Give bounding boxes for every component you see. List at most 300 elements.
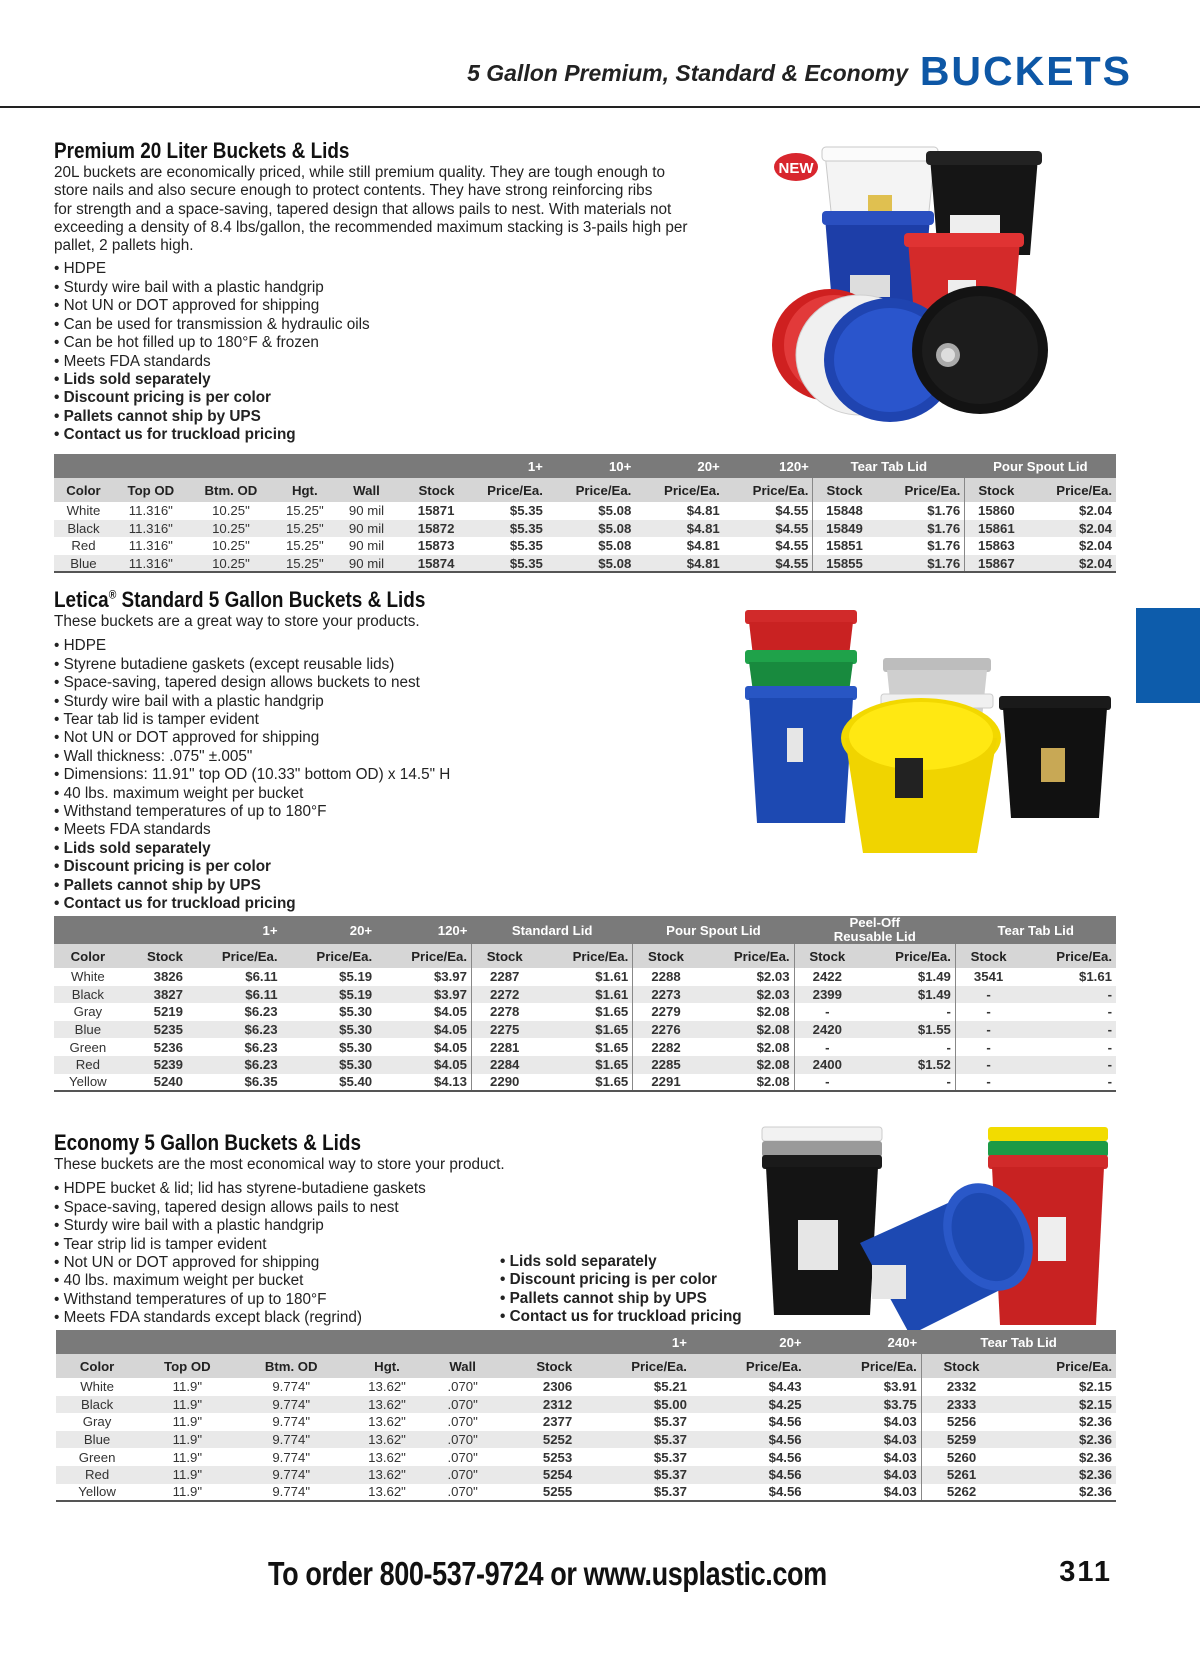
table-cell: 11.9": [138, 1484, 236, 1502]
table-cell: 2285: [633, 1056, 699, 1074]
table-cell: $5.30: [339, 1039, 373, 1055]
table-cell: $4.05: [376, 1021, 471, 1039]
table-cell: 13.62": [346, 1431, 428, 1449]
list-item: • Can be used for transmission & hydraulic oils: [54, 316, 754, 334]
table-cell: 2281: [471, 1038, 537, 1056]
table-cell: .070": [447, 1449, 478, 1465]
table-cell: $1.76: [927, 503, 961, 519]
table-row: [54, 502, 1116, 520]
list-item: • Sturdy wire bail with a plastic handgrip: [54, 279, 754, 297]
table-cell: 15867: [965, 555, 1028, 573]
table-cell: $2.03: [756, 969, 790, 985]
table-cell: $5.35: [458, 555, 546, 573]
list-item: • Styrene butadiene gaskets (except reusable lids): [54, 656, 734, 674]
table-cell: 9.774": [272, 1449, 311, 1465]
premium-price-table: 1+ 10+ 20+ 120+ Tear Tab Lid Pour Spout Lid Color Top OD Btm. OD Hgt. Wall Stock Price/Ea. Price/Ea. Price/Ea. Price/Ea. Stock Price/Ea. Stock Price/Ea. White 11.316" 10.25" 15.25" 90 mil 15871 $5.35 $5.08 $4.81 $4.55 15848 $1.76 15860 $2.04 Black 11.316" 10.25" 15.25" 90 mil 15872 $5.35 $5.08 $4.81 $4.55 15849 $1.76 15861 $2.04 Red 11.316" 10.25" 15.25" 90 mil 15873 $5.35 $5.08 $4.81 $4.55 15851 $1.76 15863 $2.04 Blue 11.316" 10.25" 15.25" 90 mil 15874 $5.35 $5.08 $4.81 $4.55 15855 $1.76 15867 $2.04: [54, 454, 1116, 573]
list-item: • Meets FDA standards: [54, 821, 734, 839]
table-cell: $6.11: [245, 969, 278, 985]
table-cell: .070": [447, 1379, 478, 1395]
table-cell: $4.13: [376, 1074, 471, 1092]
table-cell: $5.35: [509, 538, 543, 554]
table-cell: $2.15: [1078, 1379, 1112, 1395]
table-cell: $1.61: [595, 969, 629, 985]
table-cell: $5.08: [547, 520, 635, 538]
table-cell: Blue: [56, 1431, 138, 1449]
table-cell: 15851: [813, 537, 876, 555]
table-cell: 15855: [813, 555, 876, 573]
table-cell: $1.76: [876, 555, 965, 573]
table-cell: -: [1021, 1074, 1116, 1092]
table-cell: 13.62": [346, 1466, 428, 1484]
page-header: [0, 0, 1200, 108]
table-cell: $5.37: [653, 1414, 687, 1430]
table-cell: $4.03: [883, 1449, 917, 1465]
table-row: [56, 1413, 1116, 1431]
list-item: • Tear strip lid is tamper evident: [54, 1236, 754, 1254]
table-cell: $5.21: [653, 1379, 687, 1395]
list-item: • Lids sold separately: [54, 840, 734, 858]
table-cell: $5.08: [598, 538, 632, 554]
standard-section: [54, 587, 734, 913]
table-cell: 2399: [794, 986, 860, 1004]
table-cell: 2422: [794, 968, 860, 986]
table-cell: .070": [428, 1431, 497, 1449]
table-cell: $2.04: [1078, 538, 1112, 554]
table-cell: 5260: [921, 1448, 1001, 1466]
list-item: • Tear tab lid is tamper evident: [54, 711, 734, 729]
table-cell: 15863: [965, 537, 1028, 555]
table-cell: $6.23: [244, 1039, 278, 1055]
table-cell: 2377: [542, 1414, 573, 1430]
list-item: • Space-saving, tapered design allows pails to nest: [54, 1199, 754, 1217]
list-item: • HDPE: [54, 260, 754, 278]
table-cell: .070": [428, 1484, 497, 1502]
table-cell: 90 mil: [337, 555, 397, 573]
table-cell: 90 mil: [348, 538, 385, 554]
list-item: • Meets FDA standards except black (regrind): [54, 1309, 754, 1327]
table-cell: $2.15: [1001, 1396, 1116, 1414]
table-cell: $2.04: [1027, 520, 1116, 538]
table-cell: 5259: [921, 1431, 1001, 1449]
standard-title: Letica® Standard 5 Gallon Buckets & Lids: [54, 587, 426, 612]
list-item: • Sturdy wire bail with a plastic handgrip: [54, 693, 734, 711]
table-cell: $5.37: [576, 1484, 691, 1502]
table-cell: 13.62": [368, 1449, 406, 1465]
table-cell: Green: [69, 1039, 107, 1055]
table-cell: Red: [71, 538, 96, 554]
table-cell: 5261: [921, 1466, 1001, 1484]
table-cell: 2306: [542, 1379, 573, 1395]
table-cell: 2291: [633, 1074, 699, 1092]
table-cell: $4.56: [768, 1414, 802, 1430]
header-title: BUCKETS: [919, 48, 1132, 94]
list-item: • Withstand temperatures of up to 180°F: [54, 803, 734, 821]
table-cell: $6.35: [187, 1074, 282, 1092]
table-cell: $1.65: [595, 1039, 629, 1055]
table-row: [54, 1056, 1116, 1074]
table-cell: $1.65: [595, 1004, 629, 1020]
table-cell: 9.774": [237, 1431, 346, 1449]
list-item: • HDPE bucket & lid; lid has styrene-butadiene gaskets: [54, 1180, 754, 1198]
table-cell: $2.03: [699, 986, 794, 1004]
table-cell: 5239: [122, 1056, 187, 1074]
table-cell: 10.25": [189, 520, 273, 538]
table-cell: $1.65: [537, 1021, 632, 1039]
list-item: • 40 lbs. maximum weight per bucket: [54, 785, 734, 803]
table-cell: $1.49: [917, 969, 951, 985]
table-cell: 15849: [813, 520, 876, 538]
list-item: • Sturdy wire bail with a plastic handgrip: [54, 1217, 754, 1235]
table-cell: 15871: [417, 503, 455, 519]
table-cell: 15860: [965, 502, 1028, 520]
list-item: • Meets FDA standards: [54, 353, 754, 371]
table-cell: -: [946, 1039, 951, 1055]
table-row: [54, 1074, 1116, 1092]
table-cell: 5256: [921, 1413, 1001, 1431]
table-cell: $1.55: [860, 1021, 955, 1039]
table-cell: 11.316": [128, 538, 173, 554]
table-cell: $5.37: [576, 1466, 691, 1484]
economy-notes: [500, 1253, 742, 1327]
table-cell: -: [1021, 986, 1116, 1004]
table-cell: $3.75: [806, 1396, 922, 1414]
table-cell: $5.30: [282, 1056, 377, 1074]
table-cell: $2.04: [1027, 555, 1116, 573]
table-cell: Red: [56, 1466, 138, 1484]
table-cell: $5.19: [282, 986, 377, 1004]
table-row: [56, 1431, 1116, 1449]
table-cell: 15.25": [285, 503, 324, 519]
table-cell: 90 mil: [348, 503, 385, 519]
standard-features: [54, 637, 734, 913]
table-row: [56, 1378, 1116, 1396]
table-cell: -: [794, 1003, 860, 1021]
header-subtitle: 5 Gallon Premium, Standard & Economy: [467, 60, 908, 86]
table-cell: 10.25": [212, 503, 250, 519]
table-cell: -: [955, 1038, 1021, 1056]
table-cell: 13.62": [346, 1484, 428, 1502]
table-cell: 11.9": [138, 1431, 236, 1449]
premium-section: [54, 138, 754, 445]
table-cell: $1.61: [537, 986, 632, 1004]
list-item: • Not UN or DOT approved for shipping: [54, 297, 754, 315]
table-row: [54, 537, 1116, 555]
economy-buckets-photo: [760, 1125, 1110, 1340]
table-cell: $1.76: [927, 538, 961, 554]
table-cell: 5236: [153, 1039, 183, 1055]
table-cell: -: [955, 986, 1021, 1004]
table-row: [54, 555, 1116, 573]
table-row: [54, 986, 1116, 1004]
table-cell: $3.91: [883, 1379, 917, 1395]
premium-description: 20L buckets are economically priced, while still premium quality. They are tough enough to store nails and also secure enough to protect contents. They have strong reinforcing ribs for strength and a space-saving, tapered design that allows pails to nest. With materials not exceeding a density of 8.4 lbs/gallon, the recommended maximum stacking is 3-pails high per pallet, 2 pallets high.: [54, 164, 688, 255]
list-item: • Not UN or DOT approved for shipping: [54, 1254, 754, 1272]
table-cell: 15872: [396, 520, 458, 538]
table-cell: 9.774": [272, 1379, 311, 1395]
table-cell: 5255: [497, 1484, 576, 1502]
list-item: • Dimensions: 11.91" top OD (10.33" bottom OD) x 14.5" H: [54, 766, 734, 784]
list-item: • Pallets cannot ship by UPS: [500, 1290, 742, 1308]
table-cell: $4.81: [635, 555, 723, 573]
table-cell: $4.56: [691, 1431, 806, 1449]
table-row: [56, 1466, 1116, 1484]
table-cell: 15.25": [273, 555, 336, 573]
table-cell: 13.62": [368, 1379, 406, 1395]
table-cell: 15873: [417, 538, 455, 554]
table-cell: $5.37: [653, 1449, 687, 1465]
table-cell: $5.00: [576, 1396, 691, 1414]
economy-price-table: 1+ 20+ 240+ Tear Tab Lid Color Top OD Btm. OD Hgt. Wall Stock Price/Ea. Price/Ea. Price/Ea. Stock Price/Ea. White 11.9" 9.774" 13.62" .070" 2306 $5.21 $4.43 $3.91 2332 $2.15 Black 11.9" 9.774" 13.62" .070" 2312 $5.00 $4.25 $3.75 2333 $2.15 Gray 11.9" 9.774" 13.62" .070" 2377 $5.37 $4.56 $4.03 5256 $2.36 Blue 11.9" 9.774" 13.62" .070" 5252 $5.37 $4.56 $4.03 5259 $2.36 Green 11.9" 9.774" 13.62" .070" 5253 $5.37 $4.56 $4.03 5260 $2.36 Red 11.9" 9.774" 13.62" .070" 5254 $5.37 $4.56 $4.03 5261 $2.36 Yellow 11.9" 9.774" 13.62" .070" 5255 $5.37 $4.56 $4.03 5262 $2.36: [56, 1330, 1116, 1502]
table-row: [56, 1484, 1116, 1502]
table-cell: $2.08: [756, 1039, 790, 1055]
table-cell: $5.19: [339, 969, 373, 985]
table-cell: $4.05: [433, 1039, 467, 1055]
table-cell: $2.36: [1078, 1414, 1112, 1430]
table-cell: $4.05: [376, 1056, 471, 1074]
table-cell: $6.23: [187, 1056, 282, 1074]
order-info: To order 800-537-9724 or www.usplastic.com: [268, 1555, 827, 1592]
list-item: • Can be hot filled up to 180°F & frozen: [54, 334, 754, 352]
list-item: • Discount pricing is per color: [54, 858, 734, 876]
table-cell: 5219: [153, 1004, 183, 1020]
table-cell: 11.9": [172, 1449, 203, 1465]
table-cell: 2332: [921, 1378, 1001, 1396]
table-cell: Green: [78, 1449, 116, 1465]
table-cell: $6.11: [187, 986, 282, 1004]
list-item: • Space-saving, tapered design allows buckets to nest: [54, 674, 734, 692]
table-cell: 2287: [471, 968, 537, 986]
table-cell: 13.62": [368, 1414, 406, 1430]
table-cell: $4.56: [768, 1449, 802, 1465]
table-cell: -: [1021, 1021, 1116, 1039]
list-item: • Discount pricing is per color: [500, 1271, 742, 1289]
table-cell: $4.55: [775, 538, 809, 554]
table-cell: -: [955, 1003, 1021, 1021]
table-cell: -: [794, 1074, 860, 1092]
table-cell: White: [71, 969, 105, 985]
table-cell: $3.97: [433, 969, 467, 985]
table-cell: 5235: [122, 1021, 187, 1039]
table-cell: Yellow: [54, 1074, 122, 1092]
list-item: • Wall thickness: .075" ±.005": [54, 748, 734, 766]
standard-buckets-photo: [745, 608, 1115, 863]
list-item: • Contact us for truckload pricing: [500, 1308, 742, 1326]
table-cell: 2312: [497, 1396, 576, 1414]
table-cell: 9.774": [272, 1414, 311, 1430]
table-cell: 11.9": [138, 1396, 236, 1414]
table-cell: 10.25": [212, 538, 250, 554]
table-cell: $6.23: [187, 1021, 282, 1039]
table-cell: 2276: [633, 1021, 699, 1039]
table-row: [54, 1038, 1116, 1056]
table-cell: -: [955, 1074, 1021, 1092]
table-cell: $4.05: [433, 1004, 467, 1020]
table-cell: 2282: [633, 1038, 699, 1056]
table-cell: $2.36: [1001, 1466, 1116, 1484]
table-cell: $1.49: [860, 986, 955, 1004]
table-cell: 5262: [921, 1484, 1001, 1502]
table-cell: 11.316": [128, 503, 173, 519]
table-cell: $4.55: [724, 555, 813, 573]
table-cell: 2333: [921, 1396, 1001, 1414]
table-cell: $4.03: [806, 1484, 922, 1502]
table-cell: 10.25": [189, 555, 273, 573]
table-cell: Yellow: [56, 1484, 138, 1502]
list-item: • Contact us for truckload pricing: [54, 895, 734, 913]
table-cell: -: [1107, 1004, 1112, 1020]
table-cell: Red: [54, 1056, 122, 1074]
table-cell: .070": [428, 1466, 497, 1484]
list-item: • 40 lbs. maximum weight per bucket: [54, 1272, 754, 1290]
table-cell: $5.08: [547, 555, 635, 573]
table-cell: $2.04: [1078, 503, 1112, 519]
table-cell: $5.30: [339, 1004, 373, 1020]
table-cell: $2.36: [1078, 1449, 1112, 1465]
table-cell: 2284: [471, 1056, 537, 1074]
table-cell: 11.316": [113, 520, 189, 538]
table-cell: $4.56: [691, 1484, 806, 1502]
table-cell: $3.97: [376, 986, 471, 1004]
premium-features: [54, 260, 754, 444]
table-cell: 13.62": [346, 1396, 428, 1414]
table-cell: $4.03: [806, 1466, 922, 1484]
table-cell: $4.03: [806, 1431, 922, 1449]
table-cell: -: [946, 1004, 951, 1020]
table-cell: White: [80, 1379, 114, 1395]
table-cell: $1.65: [537, 1056, 632, 1074]
table-cell: $5.35: [458, 520, 546, 538]
table-cell: 2420: [794, 1021, 860, 1039]
table-cell: $5.40: [282, 1074, 377, 1092]
table-cell: $1.65: [537, 1074, 632, 1092]
table-cell: 2275: [471, 1021, 537, 1039]
table-cell: 11.9": [172, 1414, 203, 1430]
table-cell: $2.08: [699, 1056, 794, 1074]
table-cell: $1.61: [1078, 969, 1112, 985]
table-cell: 15.25": [273, 520, 336, 538]
svg-text:NEW: NEW: [778, 160, 814, 177]
table-cell: $2.08: [699, 1074, 794, 1092]
premium-title: Premium 20 Liter Buckets & Lids: [54, 138, 350, 163]
table-cell: 2290: [471, 1074, 537, 1092]
table-cell: $5.35: [509, 503, 543, 519]
list-item: • Lids sold separately: [54, 371, 754, 389]
table-cell: .070": [447, 1414, 478, 1430]
standard-price-table: 1+ 20+ 120+ Standard Lid Pour Spout Lid Peel-Off Reusable Lid Tear Tab Lid Color Stock Price/Ea. Price/Ea. Price/Ea. Stock Price/Ea. Stock Price/Ea. Stock Price/Ea. Stock Price/Ea. White 3826 $6.11 $5.19 $3.97 2287 $1.61 2288 $2.03 2422 $1.49 3541 $1.61 Black 3827 $6.11 $5.19 $3.97 2272 $1.61 2273 $2.03 2399 $1.49 - - Gray 5219 $6.23 $5.30 $4.05 2278 $1.65 2279 $2.08 - - - - Blue 5235 $6.23 $5.30 $4.05 2275 $1.65 2276 $2.08 2420 $1.55 - - Green 5236 $6.23 $5.30 $4.05 2281 $1.65 2282 $2.08 - - - - Red 5239 $6.23 $5.30 $4.05 2284 $1.65 2285 $2.08 2400 $1.52 - - Yellow 5240 $6.35 $5.40 $4.13 2290 $1.65 2291 $2.08 - - - -: [54, 916, 1116, 1092]
list-item: • Lids sold separately: [500, 1253, 742, 1271]
table-cell: Black: [54, 520, 113, 538]
table-cell: $5.08: [598, 503, 632, 519]
table-cell: 9.774": [237, 1396, 346, 1414]
table-cell: 90 mil: [337, 520, 397, 538]
table-cell: $4.25: [691, 1396, 806, 1414]
table-cell: $4.81: [686, 503, 720, 519]
table-cell: 3541: [955, 968, 1021, 986]
table-cell: $5.37: [576, 1431, 691, 1449]
table-cell: $4.55: [775, 503, 809, 519]
list-item: • Pallets cannot ship by UPS: [54, 877, 734, 895]
table-row: [54, 968, 1116, 986]
table-cell: $1.76: [876, 520, 965, 538]
premium-buckets-photo: [770, 145, 1100, 445]
table-cell: $6.23: [244, 1004, 278, 1020]
table-cell: $4.81: [635, 520, 723, 538]
table-cell: $4.43: [768, 1379, 802, 1395]
table-cell: $4.03: [883, 1414, 917, 1430]
economy-description: These buckets are the most economical way to store your product.: [54, 1156, 505, 1173]
table-cell: 2273: [633, 986, 699, 1004]
table-cell: Gray: [82, 1414, 112, 1430]
table-cell: 3826: [153, 969, 183, 985]
table-cell: -: [955, 1056, 1021, 1074]
table-cell: 2288: [633, 968, 699, 986]
list-item: • Withstand temperatures of up to 180°F: [54, 1291, 754, 1309]
table-cell: 2400: [794, 1056, 860, 1074]
table-cell: $4.56: [691, 1466, 806, 1484]
table-cell: Blue: [54, 1021, 122, 1039]
table-cell: 5252: [497, 1431, 576, 1449]
table-row: [54, 1021, 1116, 1039]
table-cell: $2.36: [1001, 1431, 1116, 1449]
table-cell: 3827: [122, 986, 187, 1004]
table-cell: 5240: [122, 1074, 187, 1092]
table-cell: 2279: [633, 1003, 699, 1021]
table-cell: $4.55: [724, 520, 813, 538]
table-row: [54, 1003, 1116, 1021]
table-cell: $2.36: [1001, 1484, 1116, 1502]
table-cell: $4.81: [686, 538, 720, 554]
table-cell: -: [1021, 1056, 1116, 1074]
table-cell: 9.774": [237, 1466, 346, 1484]
table-cell: 2278: [471, 1003, 537, 1021]
table-cell: 15874: [396, 555, 458, 573]
table-cell: 15.25": [285, 538, 324, 554]
table-cell: 15848: [813, 502, 876, 520]
table-cell: $1.52: [860, 1056, 955, 1074]
table-cell: Gray: [73, 1004, 103, 1020]
table-cell: 9.774": [237, 1484, 346, 1502]
table-cell: 15861: [965, 520, 1028, 538]
table-cell: Black: [56, 1396, 138, 1414]
list-item: • Contact us for truckload pricing: [54, 426, 754, 444]
table-cell: -: [860, 1074, 955, 1092]
standard-description: These buckets are a great way to store your products.: [54, 613, 420, 630]
table-cell: $5.30: [282, 1021, 377, 1039]
table-cell: $2.08: [699, 1021, 794, 1039]
table-cell: 11.9": [138, 1466, 236, 1484]
section-tab-marker: [1136, 608, 1200, 703]
table-row: [56, 1396, 1116, 1414]
table-cell: White: [66, 503, 101, 519]
table-row: [54, 520, 1116, 538]
economy-title: Economy 5 Gallon Buckets & Lids: [54, 1130, 362, 1155]
list-item: • Discount pricing is per color: [54, 389, 754, 407]
table-cell: 11.316": [113, 555, 189, 573]
table-cell: Blue: [54, 555, 113, 573]
table-cell: -: [955, 1021, 1021, 1039]
table-cell: 11.9": [172, 1379, 203, 1395]
list-item: • Pallets cannot ship by UPS: [54, 408, 754, 426]
table-cell: 5254: [497, 1466, 576, 1484]
table-row: [56, 1448, 1116, 1466]
table-cell: -: [794, 1038, 860, 1056]
list-item: • Not UN or DOT approved for shipping: [54, 729, 734, 747]
table-cell: Black: [54, 986, 122, 1004]
page-number: 311: [1059, 1556, 1112, 1588]
list-item: • HDPE: [54, 637, 734, 655]
table-cell: 5253: [542, 1449, 573, 1465]
table-cell: .070": [428, 1396, 497, 1414]
